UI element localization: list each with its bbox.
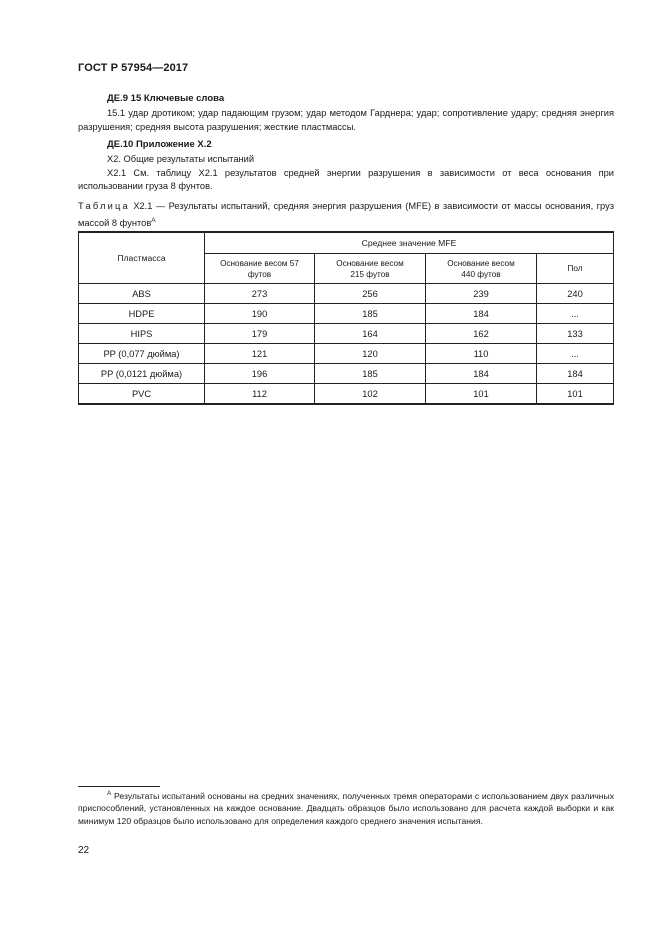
value-cell: 196 <box>205 364 315 384</box>
value-cell: 190 <box>205 304 315 324</box>
material-cell: ABS <box>79 284 205 304</box>
footnote-divider <box>78 786 160 787</box>
value-cell: 120 <box>315 344 426 364</box>
value-cell: 184 <box>426 304 537 324</box>
page-number: 22 <box>78 845 90 856</box>
mfe-group-header: Среднее значение MFE <box>205 232 614 254</box>
value-cell: 256 <box>315 284 426 304</box>
value-cell: 162 <box>426 324 537 344</box>
results-table <box>78 231 614 405</box>
appendix-subtitle: Х2. Общие результаты испытаний <box>107 154 255 164</box>
appendix-paragraph: Х2.1 См. таблицу Х2.1 результатов средней энергии разрушения в зависимости от веса основания при использовании груза 8 фунтов. <box>78 167 614 191</box>
value-cell: 102 <box>315 384 426 405</box>
value-cell: 240 <box>537 284 614 304</box>
value-cell: 184 <box>537 364 614 384</box>
value-cell: 185 <box>315 304 426 324</box>
material-cell: HIPS <box>79 324 205 344</box>
document-header: ГОСТ Р 57954—2017 <box>78 62 189 74</box>
material-cell: PP (0,0121 дюйма) <box>79 364 205 384</box>
column-header-base-440: Основание весом 440 футов <box>426 254 537 284</box>
table-caption-text: Х2.1 — Результаты испытаний, средняя энергия разрушения (MFE) в зависимости от массы основания, груз массой 8 фунтов <box>78 201 614 228</box>
table-caption-footnote-ref: A <box>151 216 156 224</box>
value-cell: 101 <box>426 384 537 405</box>
table-caption <box>78 200 614 230</box>
value-cell: 101 <box>537 384 614 405</box>
value-cell: 112 <box>205 384 315 405</box>
value-cell: 179 <box>205 324 315 344</box>
column-header-floor: Пол <box>537 254 614 284</box>
section-de10-heading: ДЕ.10 Приложение Х.2 <box>107 139 212 150</box>
column-header-base-215: Основание весом 215 футов <box>315 254 426 284</box>
value-cell: ... <box>537 304 614 324</box>
value-cell: 185 <box>315 364 426 384</box>
material-cell: PP (0,077 дюйма) <box>79 344 205 364</box>
keywords-paragraph: 15.1 удар дротиком; удар падающим грузом; удар методом Гарднера; удар; сопротивление удару; средняя энергия разрушения; средняя высота разрушения; жесткие пластмассы. <box>78 108 614 132</box>
footnote-marker: A <box>107 790 112 797</box>
value-cell: 121 <box>205 344 315 364</box>
value-cell: ... <box>537 344 614 364</box>
value-cell: 273 <box>205 284 315 304</box>
table-row <box>79 344 614 364</box>
material-cell: HDPE <box>79 304 205 324</box>
table-row <box>79 304 614 324</box>
value-cell: 133 <box>537 324 614 344</box>
value-cell: 184 <box>426 364 537 384</box>
footnote <box>78 788 614 828</box>
section-de9-body <box>78 107 614 134</box>
column-header-base-57: Основание весом 57 футов <box>205 254 315 284</box>
value-cell: 164 <box>315 324 426 344</box>
footnote-text: Результаты испытаний основаны на средних значениях, полученных тремя операторами с использованием двух различных приспособлений, установленных на каждое основание. Двадцать образцов было использовано для расчета каждой выборки и как минимум 120 образцов было использовано для определения каждого среднего значения испытания. <box>78 790 614 827</box>
material-cell: PVC <box>79 384 205 405</box>
table-row <box>79 284 614 304</box>
value-cell: 239 <box>426 284 537 304</box>
material-column-header: Пластмасса <box>79 232 205 284</box>
table-row <box>79 324 614 344</box>
table-row <box>79 384 614 405</box>
section-de9-heading: ДЕ.9 15 Ключевые слова <box>107 93 225 104</box>
value-cell: 110 <box>426 344 537 364</box>
table-caption-label: Таблица <box>78 201 130 211</box>
section-de10-body <box>78 153 614 194</box>
table-row <box>79 364 614 384</box>
